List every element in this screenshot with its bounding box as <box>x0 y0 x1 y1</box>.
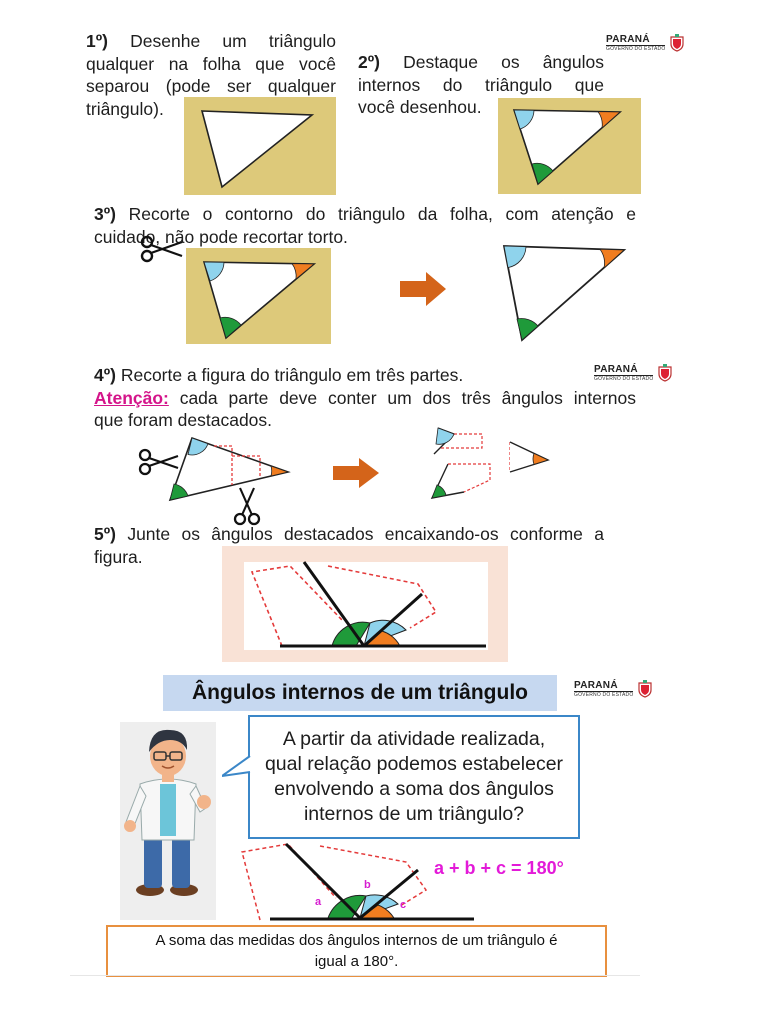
step2-line: internos do triângulo que <box>358 74 604 95</box>
right-arrow-icon <box>333 458 379 488</box>
logo-subtitle: GOVERNO DO ESTADO <box>574 692 634 698</box>
piece-orange <box>510 442 548 472</box>
state-crest-icon <box>637 680 653 698</box>
state-crest-icon <box>657 364 673 382</box>
section-title: Ângulos internos de um triângulo <box>163 675 557 711</box>
logo-word: PARANÁ <box>574 680 633 692</box>
step2-line: Destaque os ângulos <box>403 52 604 72</box>
step2-number: 2º) <box>358 52 380 72</box>
angle-side <box>286 844 360 918</box>
scissors-icon <box>140 234 184 264</box>
step3-line: cuidado, não pode recortar torto. <box>94 226 348 247</box>
piece-blue <box>434 428 482 454</box>
step4-number: 4º) <box>94 365 116 385</box>
step4-line: cada parte deve conter um dos três ângulos internos <box>179 387 636 408</box>
step1-line: separou (pode ser qualquer <box>86 76 336 96</box>
state-crest-icon <box>669 34 685 52</box>
answer-box <box>106 925 607 977</box>
step1-paper-figure <box>184 97 336 195</box>
step1-line: triângulo). <box>86 98 164 119</box>
step3-number: 3º) <box>94 204 116 224</box>
speech-bubble-tail <box>222 754 252 778</box>
logo-word: PARANÁ <box>594 364 653 376</box>
question-line: internos de um triângulo? <box>303 803 525 825</box>
step2-line: você desenhou. <box>358 97 482 117</box>
logo-subtitle: GOVERNO DO ESTADO <box>606 46 666 52</box>
angle-sum-formula: a + b + c = 180° <box>434 858 564 878</box>
attention-label: Atenção: <box>94 387 169 408</box>
step1-number: 1º) <box>86 31 108 51</box>
step1-line: Desenhe um triângulo <box>130 31 336 51</box>
right-arrow-icon <box>400 272 446 306</box>
logo-subtitle: GOVERNO DO ESTADO <box>594 376 654 382</box>
label-a: a <box>315 896 322 908</box>
step5-joined-angles-figure <box>222 546 508 662</box>
step4-pieces <box>424 420 554 508</box>
step1-line: qualquer na folha que você <box>86 53 336 74</box>
parana-logo <box>606 34 685 52</box>
label-c: c <box>400 899 407 911</box>
step3-cut-triangle <box>496 240 636 348</box>
step3-paper-figure <box>186 248 331 344</box>
question-line: A partir da atividade realizada, <box>282 728 546 750</box>
step5-line: Junte os ângulos destacados encaixando-os conforme a <box>127 524 604 544</box>
step5-number: 5º) <box>94 524 116 544</box>
cut-triangle <box>170 438 288 500</box>
angle-sum-figure <box>230 838 476 924</box>
question-line: envolvendo a soma dos ângulos <box>274 778 554 800</box>
angle-side <box>360 870 418 918</box>
step4-triangle-with-cuts <box>160 432 295 506</box>
answer-line: igual a 180°. <box>314 953 399 970</box>
label-b: b <box>364 879 371 891</box>
question-speech-bubble <box>248 715 580 839</box>
step4-line: Recorte a figura do triângulo em três partes. <box>120 365 464 385</box>
step5-line: figura. <box>94 546 143 567</box>
piece-green <box>432 464 490 498</box>
logo-word: PARANÁ <box>606 34 665 46</box>
step2-paper-figure <box>498 98 641 194</box>
parana-logo <box>574 680 653 698</box>
step4-line: que foram destacados. <box>94 410 273 430</box>
page-bottom-divider <box>70 975 640 976</box>
teacher-illustration <box>120 722 216 920</box>
step4-text <box>94 364 636 432</box>
step3-line: Recorte o contorno do triângulo da folha, com atenção e <box>128 204 636 224</box>
answer-line: A soma das medidas dos ângulos internos de um triângulo é <box>155 932 558 949</box>
question-line: qual relação podemos estabelecer <box>264 753 564 775</box>
